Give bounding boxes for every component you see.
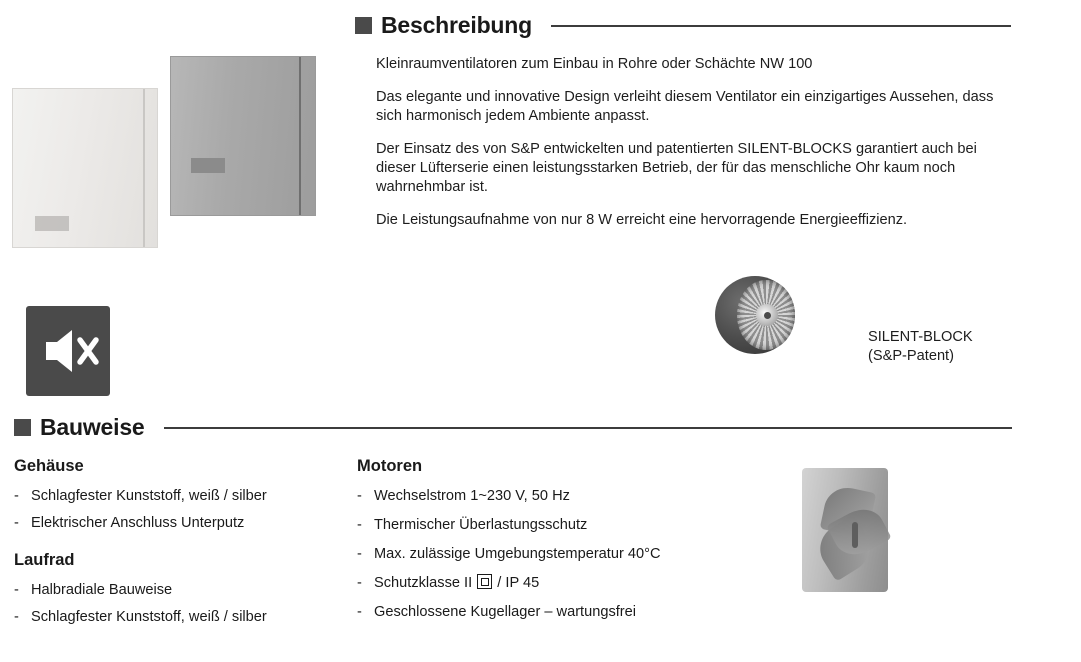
list-dash: - [14, 609, 19, 625]
list-dash: - [14, 515, 19, 531]
fan-silver-image [170, 56, 316, 216]
header-rule [551, 25, 1011, 27]
list-dash: - [357, 604, 362, 620]
list-item [357, 515, 777, 536]
list-item-label: Max. zulässige Umgebungstemperatur 40°C [374, 546, 661, 562]
description-paragraph-2: Das elegante und innovative Design verleiht diesem Ventilator ein einzigartiges Aussehen, dass sich harmonisch jedem Ambiente anpasst. [376, 89, 994, 124]
impeller-photo [800, 466, 896, 600]
silent-block-hub-center [764, 312, 771, 319]
list-item-label: Elektrischer Anschluss Unterputz [31, 515, 245, 531]
description-text [376, 55, 1016, 244]
construction-right-column [357, 456, 777, 631]
laufrad-list [14, 580, 334, 628]
list-dash: - [357, 488, 362, 504]
fan-silver-logo [191, 158, 225, 173]
protection-class-prefix: Schutzklasse II [374, 575, 473, 591]
list-dash: - [357, 546, 362, 562]
description-paragraph-4: Die Leistungsaufnahme von nur 8 W erreicht eine hervorragende Energieeffizienz. [376, 212, 908, 228]
impeller-hub [852, 522, 858, 548]
list-dash: - [357, 517, 362, 533]
construction-section-header [14, 414, 1012, 441]
list-item-label: Schlagfester Kunststoff, weiß / silber [31, 488, 267, 504]
fan-white-logo [35, 216, 69, 231]
gehaeuse-title: Gehäuse [14, 457, 84, 475]
list-item-label: Halbradiale Bauweise [31, 582, 173, 598]
list-item-label: Schlagfester Kunststoff, weiß / silber [31, 609, 267, 625]
laufrad-title: Laufrad [14, 551, 75, 569]
fan-white-seam [143, 89, 145, 247]
list-dash: - [14, 488, 19, 504]
header-rule [164, 427, 1012, 429]
list-item [357, 544, 777, 565]
mute-speaker-icon [26, 306, 110, 396]
double-insulation-icon [477, 574, 492, 589]
product-photo-fans [12, 56, 308, 252]
construction-left-column [14, 456, 334, 634]
list-dash: - [357, 575, 362, 591]
fan-silver-seam [299, 57, 301, 215]
list-item [357, 602, 777, 623]
silent-block-caption [868, 328, 973, 366]
list-item-label: Wechselstrom 1~230 V, 50 Hz [374, 488, 570, 504]
list-item [14, 486, 334, 507]
description-heading: Beschreibung [381, 12, 532, 38]
fan-white-image [12, 88, 158, 248]
list-item [14, 513, 334, 534]
section-bullet-icon [355, 17, 372, 34]
silent-block-caption-line2: (S&P-Patent) [868, 348, 954, 364]
gehaeuse-list [14, 486, 334, 534]
list-item [14, 607, 334, 628]
description-section-header [355, 12, 1011, 39]
list-item-label: Geschlossene Kugellager – wartungsfrei [374, 604, 637, 620]
construction-heading: Bauweise [40, 414, 145, 440]
description-paragraph-3: Der Einsatz des von S&P entwickelten und patentierten SILENT-BLOCKS garantiert auch bei dieser Lüfterserie einen leistungsstarken Betrieb, der für das menschliche Ohr kaum noch wahrnehmbar ist. [376, 141, 977, 195]
motoren-list [357, 486, 777, 623]
silent-block-photo [707, 272, 803, 358]
silent-block-caption-line1: SILENT-BLOCK [868, 329, 973, 345]
section-bullet-icon [14, 419, 31, 436]
description-paragraph-1: Kleinraumventilatoren zum Einbau in Rohre oder Schächte NW 100 [376, 56, 813, 72]
list-item [14, 580, 334, 601]
protection-class-suffix: / IP 45 [497, 575, 540, 591]
list-dash: - [14, 582, 19, 598]
list-item-label: Thermischer Überlastungsschutz [374, 517, 588, 533]
motoren-title: Motoren [357, 457, 423, 475]
list-item [357, 486, 777, 507]
list-item-protection-class [357, 573, 777, 594]
